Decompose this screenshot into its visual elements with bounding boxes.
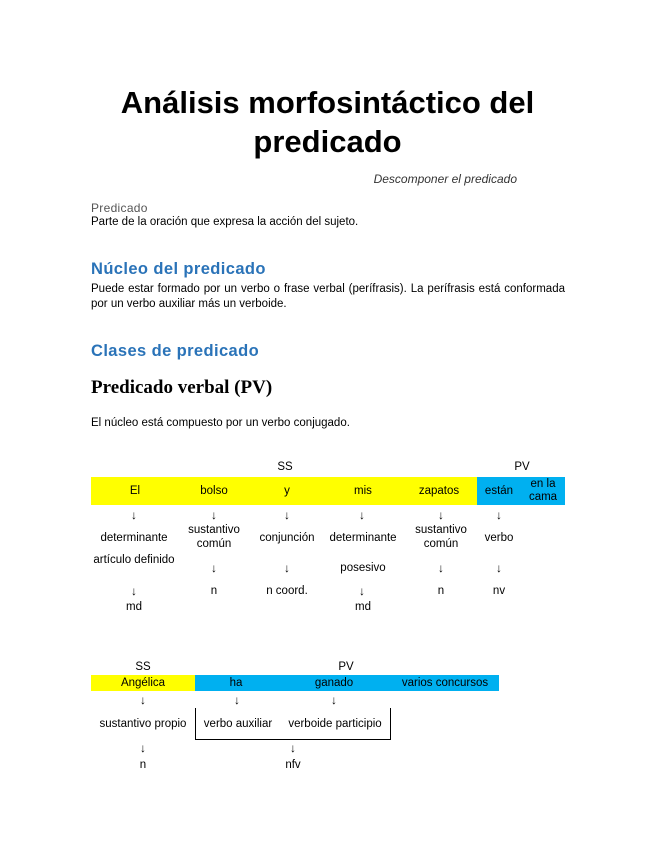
d1-label-n: n	[437, 585, 445, 597]
subtitle: Descomponer el predicado	[373, 172, 517, 186]
d1-word-estan: están	[484, 484, 514, 497]
predicado-label: Predicado	[91, 201, 148, 215]
d1-arrow: ↓	[131, 508, 137, 522]
d1-ss-label: SS	[277, 461, 293, 473]
d1-label-md: md	[355, 601, 371, 613]
d1-word-el: El	[129, 484, 141, 497]
d2-label-verbo-auxiliar: verbo auxiliar	[203, 718, 273, 730]
d1-label-sustantivo-comun: sustantivo común	[188, 524, 240, 550]
d2-word-angelica: Angélica	[91, 675, 195, 691]
d1-pv-label: PV	[514, 461, 530, 473]
d1-label-verbo: verbo	[484, 532, 514, 544]
d1-label-n: n	[210, 585, 218, 597]
d1-label-n-coord: n coord.	[266, 585, 308, 597]
d2-word-ganado: ganado	[314, 676, 354, 689]
d2-label-sustantivo-propio: sustantivo propio	[99, 718, 187, 730]
d1-label-conjuncion: conjunción	[259, 532, 315, 544]
d1-arrow: ↓	[359, 584, 365, 598]
pv-text: El núcleo está compuesto por un verbo conjugado.	[91, 417, 350, 429]
d2-arrow: ↓	[140, 741, 146, 755]
d2-ss-label: SS	[135, 661, 151, 673]
page-title-line1: Análisis morfosintáctico del	[120, 85, 535, 120]
nucleo-heading: Núcleo del predicado	[91, 260, 266, 278]
clases-heading: Clases de predicado	[91, 342, 260, 360]
d1-arrow: ↓	[438, 561, 444, 575]
page-title	[0, 83, 655, 161]
predicado-definition: Parte de la oración que expresa la acción del sujeto.	[91, 216, 359, 228]
d1-arrow: ↓	[284, 561, 290, 575]
d1-label-md: md	[126, 601, 142, 613]
d2-arrow: ↓	[331, 693, 337, 707]
d1-arrow: ↓	[284, 508, 290, 522]
d2-word-varios-concursos: varios concursos	[401, 676, 489, 689]
d1-label-articulo-definido: artículo definido	[93, 554, 175, 566]
pv-heading: Predicado verbal (PV)	[91, 377, 273, 398]
d1-arrow: ↓	[438, 508, 444, 522]
d1-arrow: ↓	[131, 584, 137, 598]
d2-arrow: ↓	[234, 693, 240, 707]
d2-arrow: ↓	[290, 741, 296, 755]
d1-label-posesivo: posesivo	[340, 562, 386, 574]
d1-word-bolso: bolso	[200, 484, 228, 497]
d1-word-y: y	[284, 484, 290, 497]
d2-arrow: ↓	[140, 693, 146, 707]
d2-pv-label: PV	[338, 661, 354, 673]
d2-word-ha: ha	[229, 676, 243, 689]
d1-word-en-la-cama: en la cama	[528, 478, 558, 503]
d2-label-verboide-participio: verboide participio	[288, 718, 382, 730]
d1-label-determinante: determinante	[100, 532, 168, 544]
d2-label-n: n	[139, 759, 147, 771]
nucleo-text: Puede estar formado por un verbo o frase verbal (perífrasis). La perífrasis está conformada por un verbo auxiliar más un verboide.	[91, 283, 565, 310]
d1-label-nv: nv	[492, 585, 506, 597]
d1-arrow: ↓	[359, 508, 365, 522]
d1-arrow: ↓	[496, 561, 502, 575]
d1-arrow: ↓	[211, 561, 217, 575]
d1-word-mis: mis	[354, 484, 372, 497]
d1-label-determinante: determinante	[329, 532, 397, 544]
d1-arrow: ↓	[496, 508, 502, 522]
d1-word-zapatos: zapatos	[418, 484, 460, 497]
d1-label-sustantivo-comun: sustantivo común	[415, 524, 467, 550]
page-title-line2: predicado	[253, 124, 402, 159]
d2-label-nfv: nfv	[285, 759, 301, 771]
d1-arrow: ↓	[211, 508, 217, 522]
